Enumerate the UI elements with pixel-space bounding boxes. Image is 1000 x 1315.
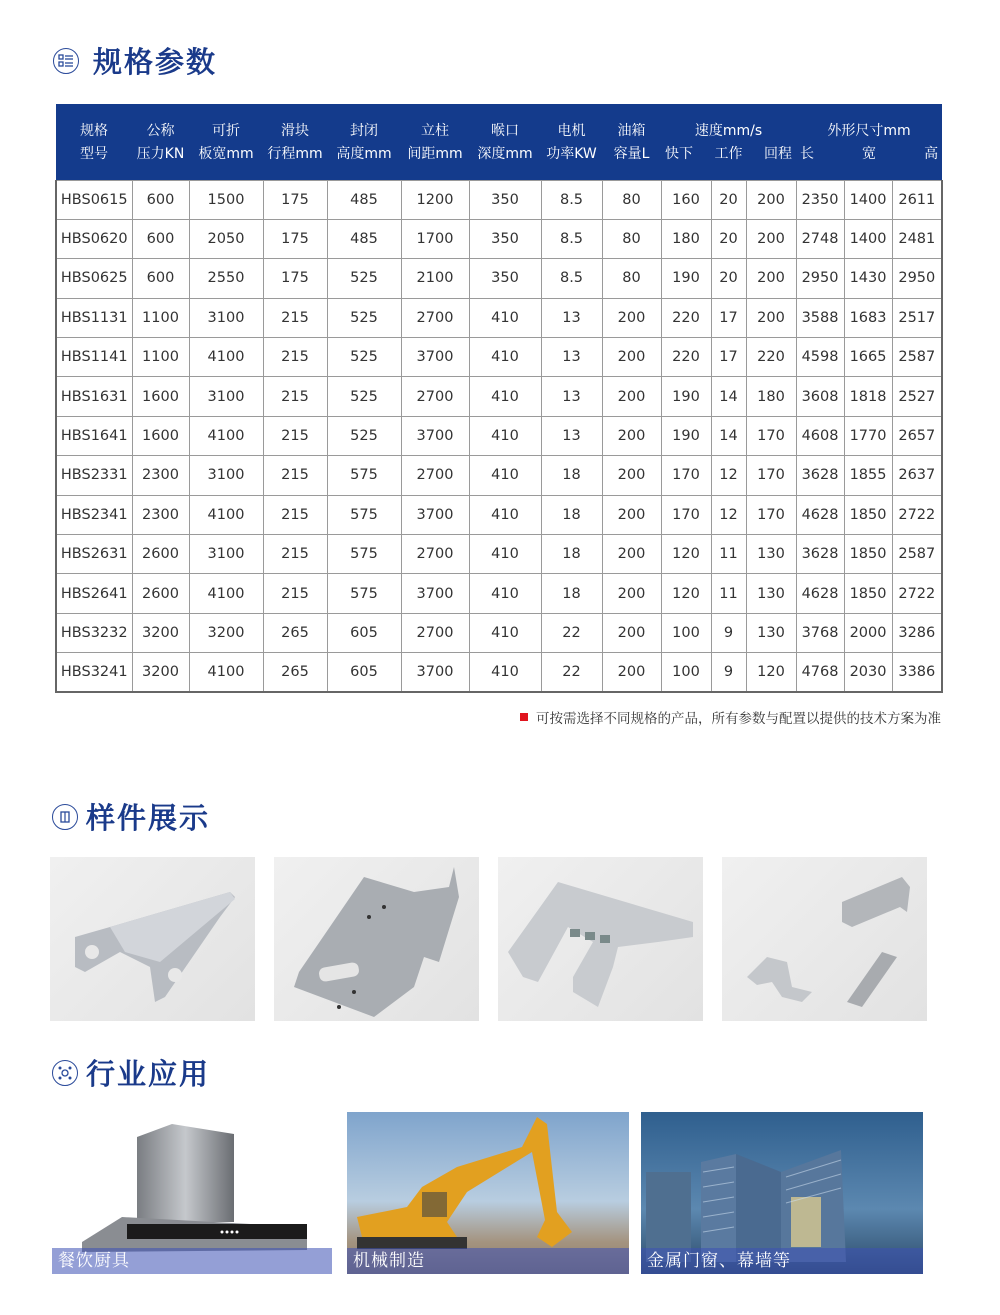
model-cell: HBS1131 bbox=[56, 298, 132, 337]
model-cell: HBS2641 bbox=[56, 574, 132, 613]
value-cell: 200 bbox=[746, 259, 796, 298]
value-cell: 2600 bbox=[132, 535, 189, 574]
header-stroke: 滑块 行程mm bbox=[263, 104, 327, 180]
value-cell: 1818 bbox=[844, 377, 892, 416]
value-cell: 1600 bbox=[132, 377, 189, 416]
value-cell: 3700 bbox=[401, 338, 469, 377]
value-cell: 410 bbox=[469, 535, 541, 574]
value-cell: 3100 bbox=[189, 456, 263, 495]
value-cell: 1100 bbox=[132, 338, 189, 377]
value-cell: 3700 bbox=[401, 495, 469, 534]
value-cell: 605 bbox=[327, 613, 401, 652]
value-cell: 1850 bbox=[844, 535, 892, 574]
value-cell: 525 bbox=[327, 338, 401, 377]
value-cell: 22 bbox=[541, 653, 602, 692]
model-cell: HBS2631 bbox=[56, 535, 132, 574]
value-cell: 20 bbox=[711, 219, 746, 258]
network-icon bbox=[52, 1060, 78, 1086]
value-cell: 200 bbox=[602, 653, 661, 692]
value-cell: 575 bbox=[327, 456, 401, 495]
value-cell: 3700 bbox=[401, 416, 469, 455]
value-cell: 410 bbox=[469, 298, 541, 337]
value-cell: 1500 bbox=[189, 180, 263, 219]
value-cell: 2722 bbox=[892, 495, 942, 534]
value-cell: 220 bbox=[661, 298, 711, 337]
value-cell: 170 bbox=[746, 456, 796, 495]
value-cell: 13 bbox=[541, 298, 602, 337]
value-cell: 3386 bbox=[892, 653, 942, 692]
table-row bbox=[56, 613, 942, 652]
value-cell: 525 bbox=[327, 298, 401, 337]
value-cell: 2700 bbox=[401, 613, 469, 652]
value-cell: 2600 bbox=[132, 574, 189, 613]
value-cell: 3200 bbox=[132, 653, 189, 692]
value-cell: 1400 bbox=[844, 219, 892, 258]
value-cell: 170 bbox=[746, 416, 796, 455]
application-card-kitchen bbox=[52, 1112, 332, 1274]
value-cell: 180 bbox=[661, 219, 711, 258]
value-cell: 3700 bbox=[401, 574, 469, 613]
value-cell: 215 bbox=[263, 377, 327, 416]
header-model: 规格 型号 bbox=[56, 104, 132, 180]
value-cell: 3286 bbox=[892, 613, 942, 652]
header-dimension-group: 外形尺寸mm 长 宽 高 bbox=[796, 104, 942, 180]
value-cell: 170 bbox=[661, 495, 711, 534]
value-cell: 575 bbox=[327, 574, 401, 613]
model-cell: HBS0625 bbox=[56, 259, 132, 298]
value-cell: 215 bbox=[263, 338, 327, 377]
value-cell: 18 bbox=[541, 574, 602, 613]
value-cell: 190 bbox=[661, 259, 711, 298]
value-cell: 80 bbox=[602, 219, 661, 258]
value-cell: 2700 bbox=[401, 456, 469, 495]
header-throat-depth: 喉口 深度mm bbox=[469, 104, 541, 180]
model-cell: HBS1641 bbox=[56, 416, 132, 455]
value-cell: 200 bbox=[746, 298, 796, 337]
value-cell: 2587 bbox=[892, 535, 942, 574]
value-cell: 485 bbox=[327, 180, 401, 219]
value-cell: 410 bbox=[469, 416, 541, 455]
value-cell: 2637 bbox=[892, 456, 942, 495]
model-cell: HBS0620 bbox=[56, 219, 132, 258]
value-cell: 200 bbox=[602, 613, 661, 652]
model-cell: HBS0615 bbox=[56, 180, 132, 219]
value-cell: 4100 bbox=[189, 338, 263, 377]
value-cell: 175 bbox=[263, 259, 327, 298]
value-cell: 120 bbox=[661, 574, 711, 613]
value-cell: 1683 bbox=[844, 298, 892, 337]
value-cell: 525 bbox=[327, 259, 401, 298]
value-cell: 11 bbox=[711, 574, 746, 613]
table-row bbox=[56, 495, 942, 534]
value-cell: 2748 bbox=[796, 219, 844, 258]
value-cell: 525 bbox=[327, 416, 401, 455]
value-cell: 14 bbox=[711, 377, 746, 416]
value-cell: 410 bbox=[469, 338, 541, 377]
list-icon bbox=[53, 48, 79, 74]
value-cell: 2517 bbox=[892, 298, 942, 337]
value-cell: 265 bbox=[263, 653, 327, 692]
value-cell: 2100 bbox=[401, 259, 469, 298]
value-cell: 200 bbox=[746, 219, 796, 258]
value-cell: 120 bbox=[746, 653, 796, 692]
model-cell: HBS1631 bbox=[56, 377, 132, 416]
value-cell: 4100 bbox=[189, 416, 263, 455]
value-cell: 175 bbox=[263, 219, 327, 258]
value-cell: 215 bbox=[263, 416, 327, 455]
table-row bbox=[56, 180, 942, 219]
value-cell: 2700 bbox=[401, 377, 469, 416]
value-cell: 20 bbox=[711, 180, 746, 219]
sample-gallery bbox=[50, 857, 927, 1021]
value-cell: 3588 bbox=[796, 298, 844, 337]
model-cell: HBS3241 bbox=[56, 653, 132, 692]
value-cell: 130 bbox=[746, 574, 796, 613]
value-cell: 220 bbox=[746, 338, 796, 377]
value-cell: 410 bbox=[469, 456, 541, 495]
value-cell: 4628 bbox=[796, 574, 844, 613]
value-cell: 410 bbox=[469, 495, 541, 534]
red-square-bullet-icon bbox=[520, 713, 528, 721]
value-cell: 215 bbox=[263, 456, 327, 495]
value-cell: 600 bbox=[132, 259, 189, 298]
value-cell: 220 bbox=[661, 338, 711, 377]
value-cell: 120 bbox=[661, 535, 711, 574]
value-cell: 1700 bbox=[401, 219, 469, 258]
value-cell: 2300 bbox=[132, 495, 189, 534]
value-cell: 3700 bbox=[401, 653, 469, 692]
value-cell: 200 bbox=[602, 298, 661, 337]
spec-note: 可按需选择不同规格的产品，所有参数与配置以提供的技术方案为准 bbox=[520, 707, 941, 727]
value-cell: 18 bbox=[541, 535, 602, 574]
value-cell: 485 bbox=[327, 219, 401, 258]
value-cell: 4100 bbox=[189, 495, 263, 534]
value-cell: 2950 bbox=[796, 259, 844, 298]
value-cell: 180 bbox=[746, 377, 796, 416]
value-cell: 80 bbox=[602, 259, 661, 298]
table-row bbox=[56, 535, 942, 574]
value-cell: 2550 bbox=[189, 259, 263, 298]
value-cell: 2000 bbox=[844, 613, 892, 652]
value-cell: 8.5 bbox=[541, 219, 602, 258]
table-row bbox=[56, 219, 942, 258]
value-cell: 215 bbox=[263, 574, 327, 613]
value-cell: 4100 bbox=[189, 574, 263, 613]
value-cell: 215 bbox=[263, 495, 327, 534]
table-row bbox=[56, 298, 942, 337]
value-cell: 175 bbox=[263, 180, 327, 219]
value-cell: 3628 bbox=[796, 456, 844, 495]
value-cell: 600 bbox=[132, 219, 189, 258]
value-cell: 350 bbox=[469, 180, 541, 219]
value-cell: 14 bbox=[711, 416, 746, 455]
value-cell: 2527 bbox=[892, 377, 942, 416]
value-cell: 1850 bbox=[844, 495, 892, 534]
value-cell: 600 bbox=[132, 180, 189, 219]
header-oil-tank: 油箱 容量L bbox=[602, 104, 661, 180]
value-cell: 190 bbox=[661, 377, 711, 416]
value-cell: 190 bbox=[661, 416, 711, 455]
table-row bbox=[56, 574, 942, 613]
value-cell: 8.5 bbox=[541, 259, 602, 298]
value-cell: 130 bbox=[746, 613, 796, 652]
model-cell: HBS3232 bbox=[56, 613, 132, 652]
header-bend-width: 可折 板宽mm bbox=[189, 104, 263, 180]
value-cell: 160 bbox=[661, 180, 711, 219]
application-label: 金属门窗、幕墙等 bbox=[641, 1248, 923, 1274]
sample-image-u-frame bbox=[498, 857, 703, 1021]
value-cell: 22 bbox=[541, 613, 602, 652]
value-cell: 200 bbox=[602, 416, 661, 455]
sample-image-flat-plate bbox=[274, 857, 479, 1021]
application-label: 餐饮厨具 bbox=[52, 1248, 332, 1274]
value-cell: 605 bbox=[327, 653, 401, 692]
value-cell: 215 bbox=[263, 298, 327, 337]
value-cell: 18 bbox=[541, 456, 602, 495]
table-row bbox=[56, 377, 942, 416]
table-row bbox=[56, 416, 942, 455]
value-cell: 1850 bbox=[844, 574, 892, 613]
header-pressure: 公称 压力KN bbox=[132, 104, 189, 180]
value-cell: 575 bbox=[327, 535, 401, 574]
table-row bbox=[56, 456, 942, 495]
value-cell: 4768 bbox=[796, 653, 844, 692]
value-cell: 4598 bbox=[796, 338, 844, 377]
value-cell: 13 bbox=[541, 338, 602, 377]
value-cell: 2481 bbox=[892, 219, 942, 258]
spec-table bbox=[55, 104, 943, 693]
value-cell: 410 bbox=[469, 613, 541, 652]
application-card-building bbox=[641, 1112, 923, 1274]
value-cell: 2030 bbox=[844, 653, 892, 692]
value-cell: 410 bbox=[469, 574, 541, 613]
value-cell: 13 bbox=[541, 416, 602, 455]
value-cell: 2700 bbox=[401, 535, 469, 574]
applications-section-title: 行业应用 bbox=[52, 1052, 210, 1093]
value-cell: 200 bbox=[602, 495, 661, 534]
value-cell: 11 bbox=[711, 535, 746, 574]
header-closed-height: 封闭 高度mm bbox=[327, 104, 401, 180]
value-cell: 200 bbox=[602, 338, 661, 377]
value-cell: 575 bbox=[327, 495, 401, 534]
value-cell: 1400 bbox=[844, 180, 892, 219]
table-row bbox=[56, 338, 942, 377]
value-cell: 2050 bbox=[189, 219, 263, 258]
value-cell: 410 bbox=[469, 653, 541, 692]
value-cell: 350 bbox=[469, 259, 541, 298]
header-column-distance: 立柱 间距mm bbox=[401, 104, 469, 180]
value-cell: 100 bbox=[661, 653, 711, 692]
value-cell: 2350 bbox=[796, 180, 844, 219]
value-cell: 170 bbox=[746, 495, 796, 534]
value-cell: 215 bbox=[263, 535, 327, 574]
value-cell: 130 bbox=[746, 535, 796, 574]
value-cell: 18 bbox=[541, 495, 602, 534]
model-cell: HBS2341 bbox=[56, 495, 132, 534]
value-cell: 1770 bbox=[844, 416, 892, 455]
value-cell: 1600 bbox=[132, 416, 189, 455]
value-cell: 4608 bbox=[796, 416, 844, 455]
value-cell: 3768 bbox=[796, 613, 844, 652]
sample-image-bent-bracket bbox=[50, 857, 255, 1021]
value-cell: 2611 bbox=[892, 180, 942, 219]
value-cell: 200 bbox=[602, 535, 661, 574]
value-cell: 17 bbox=[711, 338, 746, 377]
value-cell: 525 bbox=[327, 377, 401, 416]
value-cell: 350 bbox=[469, 219, 541, 258]
value-cell: 2587 bbox=[892, 338, 942, 377]
sample-image-small-brackets bbox=[722, 857, 927, 1021]
value-cell: 200 bbox=[602, 456, 661, 495]
spec-section-title: 规格参数 bbox=[53, 40, 217, 81]
value-cell: 2657 bbox=[892, 416, 942, 455]
value-cell: 80 bbox=[602, 180, 661, 219]
value-cell: 3200 bbox=[132, 613, 189, 652]
value-cell: 3100 bbox=[189, 535, 263, 574]
value-cell: 12 bbox=[711, 456, 746, 495]
value-cell: 2722 bbox=[892, 574, 942, 613]
model-cell: HBS1141 bbox=[56, 338, 132, 377]
header-motor-power: 电机 功率KW bbox=[541, 104, 602, 180]
value-cell: 4628 bbox=[796, 495, 844, 534]
table-body bbox=[56, 180, 942, 692]
value-cell: 1430 bbox=[844, 259, 892, 298]
samples-section-title: 样件展示 bbox=[52, 796, 210, 837]
value-cell: 3608 bbox=[796, 377, 844, 416]
value-cell: 1665 bbox=[844, 338, 892, 377]
value-cell: 13 bbox=[541, 377, 602, 416]
application-card-machinery bbox=[347, 1112, 629, 1274]
table-header-row bbox=[56, 104, 942, 180]
value-cell: 1100 bbox=[132, 298, 189, 337]
value-cell: 9 bbox=[711, 613, 746, 652]
value-cell: 3200 bbox=[189, 613, 263, 652]
value-cell: 2700 bbox=[401, 298, 469, 337]
value-cell: 410 bbox=[469, 377, 541, 416]
model-cell: HBS2331 bbox=[56, 456, 132, 495]
table-row bbox=[56, 653, 942, 692]
value-cell: 2300 bbox=[132, 456, 189, 495]
value-cell: 265 bbox=[263, 613, 327, 652]
value-cell: 8.5 bbox=[541, 180, 602, 219]
value-cell: 9 bbox=[711, 653, 746, 692]
value-cell: 1200 bbox=[401, 180, 469, 219]
value-cell: 200 bbox=[602, 377, 661, 416]
value-cell: 1855 bbox=[844, 456, 892, 495]
value-cell: 20 bbox=[711, 259, 746, 298]
value-cell: 200 bbox=[602, 574, 661, 613]
table-row bbox=[56, 259, 942, 298]
value-cell: 200 bbox=[746, 180, 796, 219]
value-cell: 3100 bbox=[189, 298, 263, 337]
application-label: 机械制造 bbox=[347, 1248, 629, 1274]
header-speed-group: 速度mm/s 快下 工作 回程 bbox=[661, 104, 796, 180]
value-cell: 2950 bbox=[892, 259, 942, 298]
rotate-cube-icon bbox=[52, 804, 78, 830]
value-cell: 17 bbox=[711, 298, 746, 337]
value-cell: 170 bbox=[661, 456, 711, 495]
value-cell: 4100 bbox=[189, 653, 263, 692]
value-cell: 3628 bbox=[796, 535, 844, 574]
value-cell: 100 bbox=[661, 613, 711, 652]
value-cell: 12 bbox=[711, 495, 746, 534]
value-cell: 3100 bbox=[189, 377, 263, 416]
